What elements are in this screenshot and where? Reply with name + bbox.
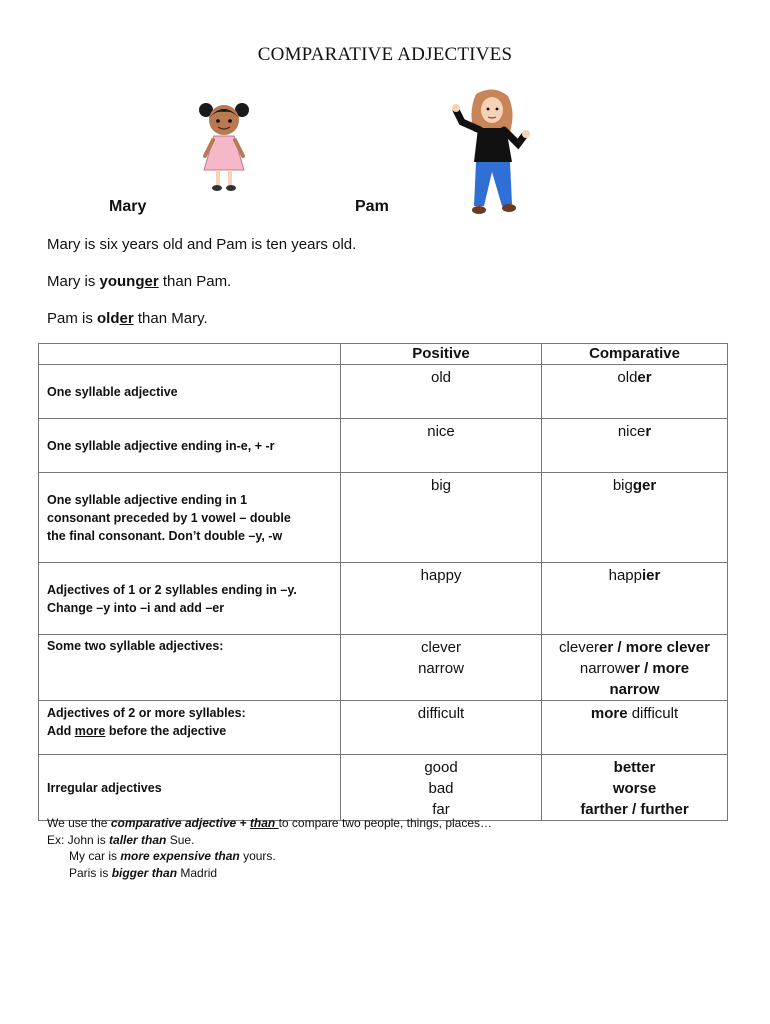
- name-mary: Mary: [109, 198, 147, 215]
- rule-cell: Adjectives of 2 or more syllables: Add more before the adjective: [39, 701, 341, 755]
- positive-cell: big: [341, 473, 542, 563]
- name-pam: Pam: [355, 198, 389, 215]
- table-row: [39, 755, 728, 821]
- positive-cell: good bad far: [341, 755, 542, 821]
- rule-cell: One syllable adjective: [39, 365, 341, 419]
- usage-notes: [47, 815, 492, 881]
- example-1: Ex: John is taller than Sue.: [47, 832, 195, 847]
- comparative-cell: more difficult: [542, 701, 728, 755]
- rule-cell: One syllable adjective ending in 1 consonant preceded by 1 vowel – double the final consonant. Don’t double –y, -w: [39, 473, 341, 563]
- page-title: COMPARATIVE ADJECTIVES: [257, 44, 513, 65]
- positive-cell: old: [341, 365, 542, 419]
- rule-cell: Some two syllable adjectives:: [39, 635, 341, 701]
- girl-pam-illustration: [452, 88, 534, 220]
- girl-mary-illustration: [196, 98, 252, 194]
- comparative-cell: nicer: [542, 419, 728, 473]
- sentence-younger: Mary is younger than Pam.: [47, 273, 232, 290]
- comparative-cell: cleverer / more clever narrower / more narrow: [542, 635, 728, 701]
- table-row: [39, 473, 728, 563]
- positive-cell: clever narrow: [341, 635, 542, 701]
- comparative-cell: bigger: [542, 473, 728, 563]
- rule-cell: Adjectives of 1 or 2 syllables ending in –y. Change –y into –i and add –er: [39, 563, 341, 635]
- sentence-older: Pam is older than Mary.: [47, 310, 208, 327]
- rule-cell: Irregular adjectives: [39, 755, 341, 821]
- comparative-cell: older: [542, 365, 728, 419]
- table-row: [39, 701, 728, 755]
- table-header-row: [39, 344, 728, 365]
- header-comparative: Comparative: [542, 344, 728, 365]
- header-positive: Positive: [341, 344, 542, 365]
- positive-cell: happy: [341, 563, 542, 635]
- table-row: [39, 563, 728, 635]
- comparative-cell: happier: [542, 563, 728, 635]
- header-empty: [39, 344, 341, 365]
- example-3: Paris is bigger than Madrid: [69, 865, 218, 880]
- comparative-table: [38, 343, 728, 821]
- table-row: [39, 635, 728, 701]
- rule-cell: One syllable adjective ending in-e, + -r: [39, 419, 341, 473]
- table-row: [39, 365, 728, 419]
- example-2: My car is more expensive than yours.: [69, 849, 276, 863]
- comparative-cell: better worse farther / further: [542, 755, 728, 821]
- table-row: [39, 419, 728, 473]
- sentence-ages: Mary is six years old and Pam is ten years old.: [47, 236, 357, 253]
- usage-rule: We use the comparative adjective + than to compare two people, things, places…: [47, 816, 493, 830]
- positive-cell: nice: [341, 419, 542, 473]
- positive-cell: difficult: [341, 701, 542, 755]
